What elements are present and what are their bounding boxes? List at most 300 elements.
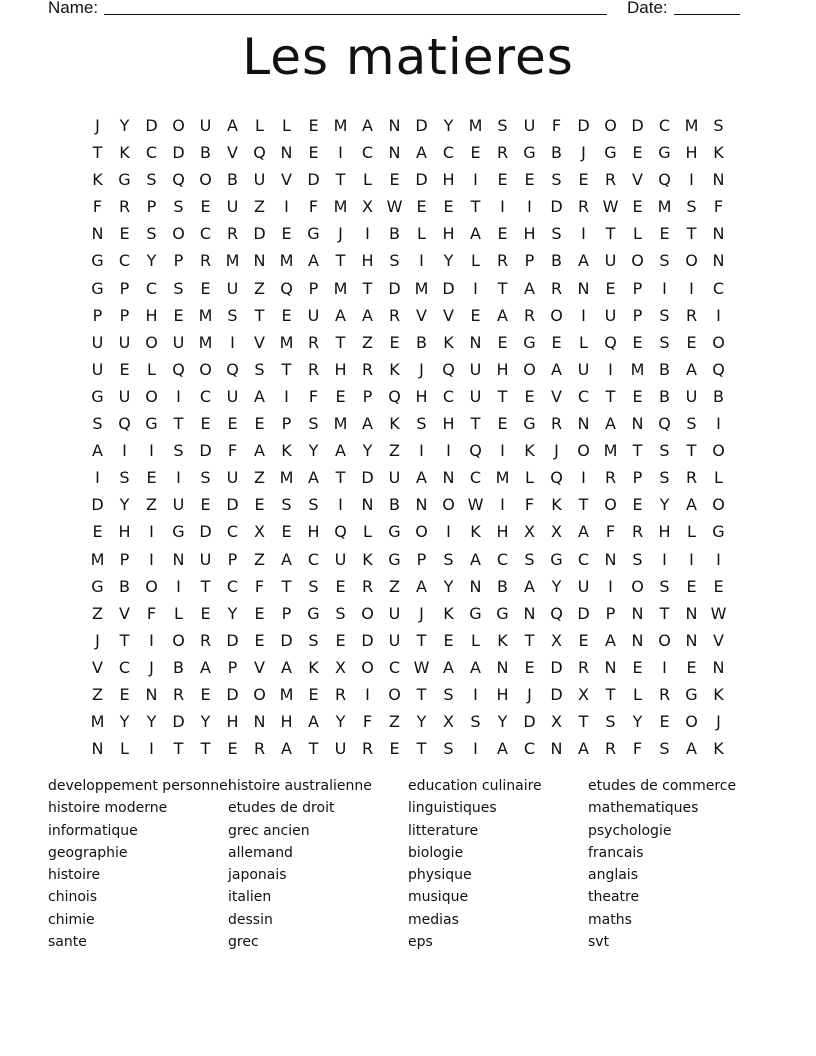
grid-cell[interactable]: N [604,657,617,677]
grid-cell[interactable]: G [712,522,725,542]
grid-cell[interactable]: S [119,468,130,488]
grid-cell[interactable]: D [145,116,158,135]
grid-cell[interactable]: S [524,549,535,569]
grid-cell[interactable]: I [338,495,343,515]
grid-cell[interactable]: G [604,143,617,163]
grid-cell[interactable]: U [334,739,347,759]
grid-cell[interactable]: T [416,684,427,704]
grid-cell[interactable]: Q [550,603,563,623]
grid-cell[interactable]: W [467,495,484,515]
grid-cell[interactable]: I [176,576,181,596]
grid-cell[interactable]: A [524,576,535,596]
grid-cell[interactable]: E [470,143,481,163]
grid-cell[interactable]: L [363,522,372,542]
grid-cell[interactable]: G [91,386,104,406]
grid-cell[interactable]: E [632,332,643,352]
grid-cell[interactable]: E [119,359,130,379]
grid-cell[interactable]: S [173,278,184,298]
grid-cell[interactable]: Z [146,495,157,515]
grid-cell[interactable]: N [145,684,158,704]
grid-cell[interactable]: Y [632,712,643,732]
grid-cell[interactable]: H [442,414,455,434]
grid-cell[interactable]: N [172,549,185,569]
grid-cell[interactable]: G [523,414,536,434]
grid-cell[interactable]: A [200,657,211,677]
grid-cell[interactable]: T [470,197,481,217]
grid-cell[interactable]: E [254,495,265,515]
grid-cell[interactable]: P [524,251,535,271]
grid-cell[interactable]: E [497,332,508,352]
grid-cell[interactable]: E [443,630,454,650]
grid-cell[interactable]: I [500,197,505,217]
grid-cell[interactable]: Y [146,712,157,732]
grid-cell[interactable]: X [335,657,346,677]
grid-cell[interactable]: D [415,116,428,135]
grid-cell[interactable]: L [687,522,696,542]
grid-cell[interactable]: Y [119,712,130,732]
grid-cell[interactable]: Y [659,495,670,515]
grid-cell[interactable]: H [280,712,293,732]
grid-cell[interactable]: E [92,522,103,542]
grid-cell[interactable]: I [500,441,505,461]
grid-cell[interactable]: L [633,684,642,704]
grid-cell[interactable]: U [172,332,185,352]
grid-cell[interactable]: R [577,657,590,677]
grid-cell[interactable]: Y [119,495,130,515]
grid-cell[interactable]: T [470,414,481,434]
grid-cell[interactable]: G [388,549,401,569]
grid-cell[interactable]: X [551,712,562,732]
grid-cell[interactable]: Y [551,576,562,596]
grid-cell[interactable]: F [632,739,643,759]
grid-cell[interactable]: M [279,332,294,352]
grid-cell[interactable]: A [308,468,319,488]
grid-cell[interactable]: P [119,549,130,569]
grid-cell[interactable]: Z [389,712,400,732]
grid-cell[interactable]: B [551,251,562,271]
grid-cell[interactable]: A [497,739,508,759]
grid-cell[interactable]: M [333,278,348,298]
grid-cell[interactable]: C [361,143,374,163]
grid-cell[interactable]: I [230,332,235,352]
grid-cell[interactable]: Q [442,359,455,379]
grid-cell[interactable]: Y [443,576,454,596]
grid-cell[interactable]: K [713,143,724,163]
grid-cell[interactable]: I [581,305,586,325]
grid-cell[interactable]: C [226,522,239,542]
grid-cell[interactable]: B [497,576,508,596]
grid-cell[interactable]: E [632,657,643,677]
grid-cell[interactable]: V [227,143,238,163]
grid-cell[interactable]: Y [443,251,454,271]
grid-cell[interactable]: Q [172,359,185,379]
grid-cell[interactable]: W [710,603,727,623]
grid-cell[interactable]: C [118,251,131,271]
grid-cell[interactable]: R [685,468,698,488]
grid-cell[interactable]: O [172,116,185,135]
grid-cell[interactable]: A [686,359,697,379]
grid-cell[interactable]: S [308,414,319,434]
grid-cell[interactable]: R [604,468,617,488]
grid-cell[interactable]: M [90,712,105,732]
grid-cell[interactable]: I [689,170,694,190]
grid-cell[interactable]: P [632,278,643,298]
grid-cell[interactable]: O [199,170,212,190]
grid-cell[interactable]: Y [308,441,319,461]
grid-cell[interactable]: U [226,197,239,217]
grid-cell[interactable]: S [443,549,454,569]
grid-cell[interactable]: H [496,684,509,704]
grid-cell[interactable]: E [713,576,724,596]
grid-cell[interactable]: K [389,414,400,434]
grid-cell[interactable]: S [659,576,670,596]
grid-cell[interactable]: A [227,116,238,135]
grid-cell[interactable]: R [577,197,590,217]
grid-cell[interactable]: R [361,739,374,759]
grid-cell[interactable]: E [605,278,616,298]
grid-cell[interactable]: H [496,359,509,379]
grid-cell[interactable]: T [578,712,589,732]
grid-cell[interactable]: R [307,332,320,352]
grid-cell[interactable]: A [92,441,103,461]
grid-cell[interactable]: G [91,251,104,271]
grid-cell[interactable]: I [149,441,154,461]
grid-cell[interactable]: R [226,224,239,244]
grid-cell[interactable]: I [608,576,613,596]
grid-cell[interactable]: C [577,386,590,406]
grid-cell[interactable]: A [281,549,292,569]
grid-cell[interactable]: H [145,305,158,325]
grid-cell[interactable]: D [253,224,266,244]
grid-cell[interactable]: E [200,197,211,217]
grid-cell[interactable]: D [631,116,644,135]
grid-cell[interactable]: A [524,278,535,298]
grid-cell[interactable]: I [95,468,100,488]
grid-cell[interactable]: H [334,359,347,379]
grid-cell[interactable]: H [442,224,455,244]
grid-cell[interactable]: Q [226,359,239,379]
grid-cell[interactable]: L [525,468,534,488]
grid-cell[interactable]: S [389,251,400,271]
grid-cell[interactable]: F [524,495,535,515]
grid-cell[interactable]: R [496,143,509,163]
grid-cell[interactable]: S [308,630,319,650]
grid-cell[interactable]: W [413,657,430,677]
grid-cell[interactable]: K [551,495,562,515]
grid-cell[interactable]: M [333,414,348,434]
grid-cell[interactable]: L [282,116,291,135]
grid-cell[interactable]: I [419,251,424,271]
grid-cell[interactable]: S [308,576,319,596]
grid-cell[interactable]: T [200,739,211,759]
grid-cell[interactable]: D [415,170,428,190]
grid-cell[interactable]: I [473,278,478,298]
grid-cell[interactable]: D [361,468,374,488]
grid-cell[interactable]: J [581,143,586,163]
grid-cell[interactable]: I [122,441,127,461]
grid-cell[interactable]: Z [254,549,265,569]
grid-cell[interactable]: C [388,657,401,677]
grid-cell[interactable]: N [577,278,590,298]
grid-cell[interactable]: N [442,468,455,488]
grid-cell[interactable]: S [605,712,616,732]
grid-cell[interactable]: K [92,170,103,190]
grid-cell[interactable]: Y [335,712,346,732]
grid-cell[interactable]: K [443,603,454,623]
grid-cell[interactable]: S [200,468,211,488]
grid-cell[interactable]: N [469,332,482,352]
grid-cell[interactable]: I [338,143,343,163]
grid-cell[interactable]: L [147,359,156,379]
grid-cell[interactable]: C [442,143,455,163]
grid-cell[interactable]: Q [280,278,293,298]
grid-cell[interactable]: O [415,522,428,542]
grid-cell[interactable]: N [685,603,698,623]
grid-cell[interactable]: T [416,739,427,759]
grid-cell[interactable]: U [685,386,698,406]
grid-cell[interactable]: O [685,251,698,271]
grid-cell[interactable]: U [199,116,212,135]
grid-cell[interactable]: A [281,657,292,677]
grid-cell[interactable]: U [388,468,401,488]
grid-cell[interactable]: K [308,657,319,677]
grid-cell[interactable]: U [577,359,590,379]
grid-cell[interactable]: E [551,332,562,352]
grid-cell[interactable]: O [199,359,212,379]
grid-cell[interactable]: S [416,414,427,434]
grid-cell[interactable]: M [90,549,105,569]
grid-cell[interactable]: M [657,197,672,217]
grid-cell[interactable]: A [416,468,427,488]
grid-cell[interactable]: E [632,197,643,217]
grid-cell[interactable]: R [496,251,509,271]
grid-cell[interactable]: C [577,549,590,569]
grid-cell[interactable]: G [172,522,185,542]
grid-cell[interactable]: I [365,224,370,244]
grid-cell[interactable]: I [284,197,289,217]
grid-cell[interactable]: P [92,305,103,325]
grid-cell[interactable]: O [523,359,536,379]
grid-cell[interactable]: I [473,739,478,759]
grid-cell[interactable]: Y [200,712,211,732]
grid-cell[interactable]: U [334,549,347,569]
grid-cell[interactable]: E [254,414,265,434]
grid-cell[interactable]: A [605,414,616,434]
grid-cell[interactable]: C [496,549,509,569]
grid-cell[interactable]: E [254,603,265,623]
grid-cell[interactable]: N [631,630,644,650]
grid-cell[interactable]: N [631,414,644,434]
grid-cell[interactable]: G [307,224,320,244]
grid-cell[interactable]: E [200,684,211,704]
grid-cell[interactable]: D [550,684,563,704]
grid-cell[interactable]: P [281,414,292,434]
grid-cell[interactable]: E [146,468,157,488]
grid-cell[interactable]: D [577,116,590,135]
grid-cell[interactable]: C [658,116,671,135]
grid-cell[interactable]: M [414,278,429,298]
grid-cell[interactable]: Q [469,441,482,461]
grid-cell[interactable]: E [389,332,400,352]
grid-cell[interactable]: V [254,332,265,352]
grid-cell[interactable]: C [442,386,455,406]
grid-cell[interactable]: B [551,143,562,163]
grid-cell[interactable]: E [443,197,454,217]
grid-cell[interactable]: P [632,305,643,325]
grid-cell[interactable]: T [200,576,211,596]
grid-cell[interactable]: E [524,386,535,406]
grid-cell[interactable]: I [716,305,721,325]
grid-cell[interactable]: M [333,116,348,135]
grid-cell[interactable]: N [91,224,104,244]
grid-cell[interactable]: E [254,630,265,650]
grid-cell[interactable]: N [550,739,563,759]
grid-cell[interactable]: N [712,170,725,190]
grid-cell[interactable]: O [604,116,617,135]
grid-cell[interactable]: R [199,251,212,271]
grid-cell[interactable]: O [172,630,185,650]
grid-cell[interactable]: M [630,359,645,379]
grid-cell[interactable]: B [659,359,670,379]
grid-cell[interactable]: N [469,576,482,596]
grid-cell[interactable]: O [685,712,698,732]
grid-cell[interactable]: H [685,143,698,163]
grid-cell[interactable]: N [91,739,104,759]
grid-cell[interactable]: R [550,278,563,298]
grid-cell[interactable]: A [362,305,373,325]
grid-cell[interactable]: B [713,386,724,406]
grid-cell[interactable]: A [254,386,265,406]
grid-cell[interactable]: N [280,143,293,163]
grid-cell[interactable]: Z [254,197,265,217]
date-blank-line[interactable] [674,14,740,15]
grid-cell[interactable]: G [523,143,536,163]
grid-cell[interactable]: N [388,143,401,163]
grid-cell[interactable]: T [605,386,616,406]
grid-cell[interactable]: N [712,657,725,677]
grid-cell[interactable]: I [689,278,694,298]
grid-cell[interactable]: U [523,116,536,135]
grid-cell[interactable]: D [442,278,455,298]
grid-cell[interactable]: O [604,495,617,515]
grid-cell[interactable]: G [496,603,509,623]
grid-cell[interactable]: Q [658,414,671,434]
grid-cell[interactable]: G [658,143,671,163]
grid-cell[interactable]: A [308,712,319,732]
grid-cell[interactable]: O [550,305,563,325]
grid-cell[interactable]: Q [253,143,266,163]
grid-cell[interactable]: S [92,414,103,434]
grid-cell[interactable]: A [470,657,481,677]
grid-cell[interactable]: S [551,170,562,190]
grid-cell[interactable]: L [579,332,588,352]
grid-cell[interactable]: X [254,522,265,542]
grid-cell[interactable]: C [118,657,131,677]
grid-cell[interactable]: I [419,441,424,461]
grid-cell[interactable]: G [91,278,104,298]
grid-cell[interactable]: U [226,386,239,406]
grid-cell[interactable]: U [91,332,104,352]
grid-cell[interactable]: E [119,684,130,704]
grid-cell[interactable]: T [362,278,373,298]
grid-cell[interactable]: J [527,684,532,704]
grid-cell[interactable]: J [95,116,100,135]
grid-cell[interactable]: T [173,739,184,759]
grid-cell[interactable]: R [523,305,536,325]
grid-cell[interactable]: J [419,603,424,623]
grid-cell[interactable]: P [119,278,130,298]
grid-cell[interactable]: B [173,657,184,677]
grid-cell[interactable]: E [389,170,400,190]
grid-cell[interactable]: E [335,386,346,406]
grid-cell[interactable]: I [662,549,667,569]
grid-cell[interactable]: V [551,386,562,406]
grid-cell[interactable]: A [416,143,427,163]
grid-cell[interactable]: T [92,143,103,163]
grid-cell[interactable]: Q [334,522,347,542]
grid-cell[interactable]: V [713,630,724,650]
grid-cell[interactable]: O [631,576,644,596]
grid-cell[interactable]: P [119,305,130,325]
grid-cell[interactable]: Q [172,170,185,190]
grid-cell[interactable]: J [149,657,154,677]
grid-cell[interactable]: S [659,332,670,352]
grid-cell[interactable]: E [524,657,535,677]
grid-cell[interactable]: E [686,332,697,352]
grid-cell[interactable]: F [362,712,373,732]
grid-cell[interactable]: A [578,522,589,542]
grid-cell[interactable]: E [389,739,400,759]
grid-cell[interactable]: E [335,576,346,596]
grid-cell[interactable]: I [149,630,154,650]
grid-cell[interactable]: O [712,495,725,515]
grid-cell[interactable]: P [416,549,427,569]
grid-cell[interactable]: N [685,630,698,650]
grid-cell[interactable]: E [200,603,211,623]
grid-cell[interactable]: S [146,170,157,190]
grid-cell[interactable]: G [145,414,158,434]
grid-cell[interactable]: M [279,251,294,271]
grid-cell[interactable]: Z [92,684,103,704]
grid-cell[interactable]: N [253,712,266,732]
grid-cell[interactable]: U [226,278,239,298]
grid-cell[interactable]: E [281,522,292,542]
grid-cell[interactable]: E [119,224,130,244]
grid-cell[interactable]: V [416,305,427,325]
grid-cell[interactable]: Q [712,359,725,379]
grid-cell[interactable]: T [605,224,616,244]
grid-cell[interactable]: E [524,170,535,190]
grid-cell[interactable]: T [335,170,346,190]
grid-cell[interactable]: O [712,441,725,461]
grid-cell[interactable]: K [524,441,535,461]
grid-cell[interactable]: L [714,468,723,488]
grid-cell[interactable]: A [281,739,292,759]
grid-cell[interactable]: A [551,359,562,379]
grid-cell[interactable]: I [446,441,451,461]
grid-cell[interactable]: Q [118,414,131,434]
grid-cell[interactable]: O [361,603,374,623]
grid-cell[interactable]: E [308,684,319,704]
grid-cell[interactable]: H [496,522,509,542]
grid-cell[interactable]: G [523,332,536,352]
grid-cell[interactable]: E [200,495,211,515]
grid-cell[interactable]: E [659,712,670,732]
grid-cell[interactable]: S [713,116,724,135]
grid-cell[interactable]: C [226,576,239,596]
grid-cell[interactable]: R [550,414,563,434]
grid-cell[interactable]: Y [119,116,130,135]
